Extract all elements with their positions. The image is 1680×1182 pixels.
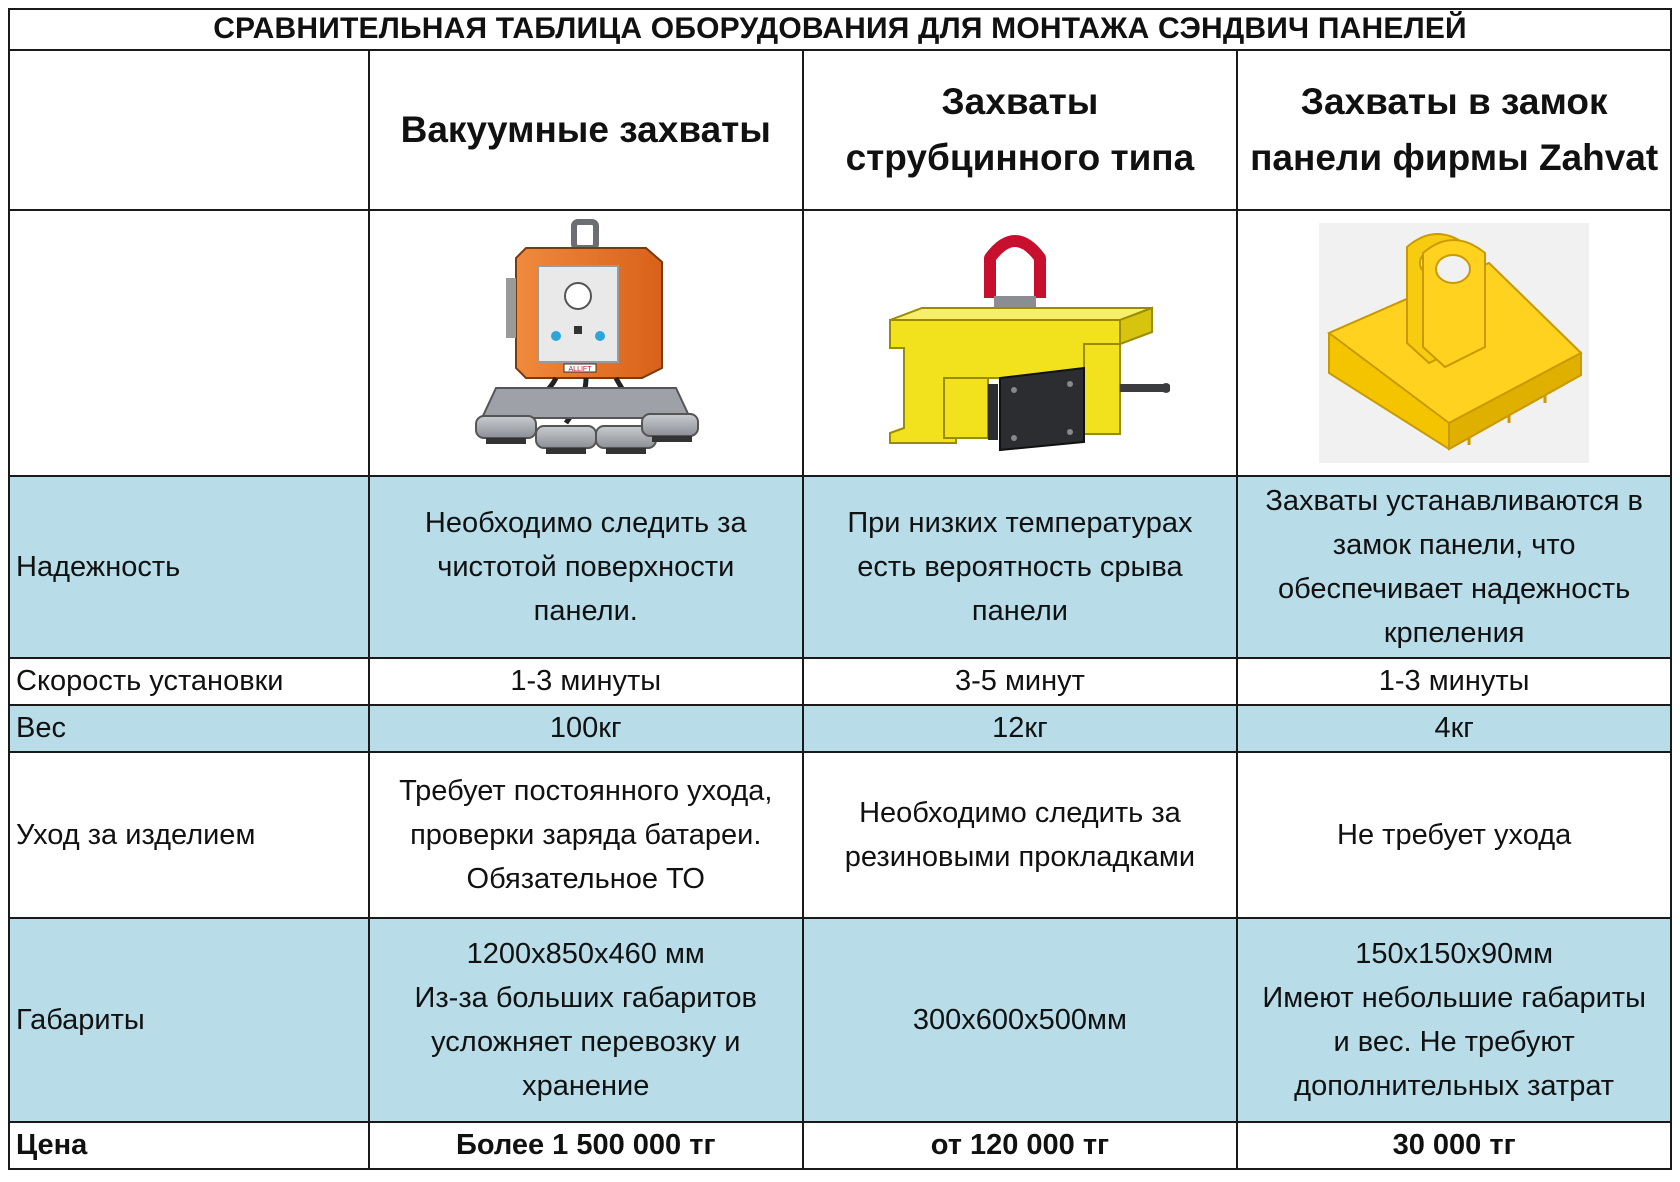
cell-weight-clamp: 12кг: [803, 705, 1238, 752]
vacuum-lifter-icon: [466, 218, 706, 468]
cell-dimensions-vacuum: 1200х850х460 мм Из-за больших габаритов усложняет перевозку и хранение: [369, 918, 803, 1122]
clamp-lifter-icon: [870, 228, 1170, 458]
image-row: [9, 210, 1671, 476]
row-label-reliability: Надежность: [9, 476, 369, 658]
lock-gripper-icon: [1319, 223, 1589, 463]
column-header-zahvat: Захваты в замок панели фирмы Zahvat: [1237, 50, 1671, 210]
row-label-dimensions: Габариты: [9, 918, 369, 1122]
table-row: [9, 1122, 1671, 1169]
table-row: [9, 476, 1671, 658]
cell-dimensions-zahvat: 150х150х90мм Имеют небольшие габариты и вес. Не требуют дополнительных затрат: [1237, 918, 1671, 1122]
row-label-price: Цена: [9, 1122, 369, 1169]
header-row: [9, 50, 1671, 210]
cell-care-zahvat: Не требует ухода: [1237, 752, 1671, 918]
header-empty-cell: [9, 50, 369, 210]
table-row: [9, 752, 1671, 918]
image-empty-cell: [9, 210, 369, 476]
cell-price-vacuum: Более 1 500 000 тг: [369, 1122, 803, 1169]
cell-reliability-zahvat: Захваты устанавливаются в замок панели, что обеспечивает надежность крпеления: [1237, 476, 1671, 658]
table-title: СРАВНИТЕЛЬНАЯ ТАБЛИЦА ОБОРУДОВАНИЯ ДЛЯ МОНТАЖА СЭНДВИЧ ПАНЕЛЕЙ: [9, 9, 1671, 50]
cell-care-vacuum: Требует постоянного ухода, проверки заряда батареи. Обязательное ТО: [369, 752, 803, 918]
table-row: [9, 705, 1671, 752]
row-label-care: Уход за изделием: [9, 752, 369, 918]
cell-weight-zahvat: 4кг: [1237, 705, 1671, 752]
title-row: [9, 9, 1671, 50]
cell-speed-vacuum: 1-3 минуты: [369, 658, 803, 705]
comparison-table: [8, 8, 1672, 1170]
cell-dimensions-clamp: 300х600х500мм: [803, 918, 1238, 1122]
cell-price-zahvat: 30 000 тг: [1237, 1122, 1671, 1169]
brand-logo-text: ALLIFT: [568, 366, 592, 374]
cell-reliability-clamp: При низких температурах есть вероятность срыва панели: [803, 476, 1238, 658]
cell-care-clamp: Необходимо следить за резиновыми прокладками: [803, 752, 1238, 918]
table-row: [9, 658, 1671, 705]
zahvat-gripper-image-cell: [1237, 210, 1671, 476]
cell-speed-clamp: 3-5 минут: [803, 658, 1238, 705]
vacuum-lifter-image-cell: [369, 210, 803, 476]
row-label-weight: Вес: [9, 705, 369, 752]
cell-weight-vacuum: 100кг: [369, 705, 803, 752]
cell-price-clamp: от 120 000 тг: [803, 1122, 1238, 1169]
row-label-speed: Скорость установки: [9, 658, 369, 705]
column-header-clamp: Захваты струбцинного типа: [803, 50, 1238, 210]
table-row: [9, 918, 1671, 1122]
cell-reliability-vacuum: Необходимо следить за чистотой поверхности панели.: [369, 476, 803, 658]
clamp-lifter-image-cell: [803, 210, 1238, 476]
column-header-vacuum: Вакуумные захваты: [369, 50, 803, 210]
cell-speed-zahvat: 1-3 минуты: [1237, 658, 1671, 705]
